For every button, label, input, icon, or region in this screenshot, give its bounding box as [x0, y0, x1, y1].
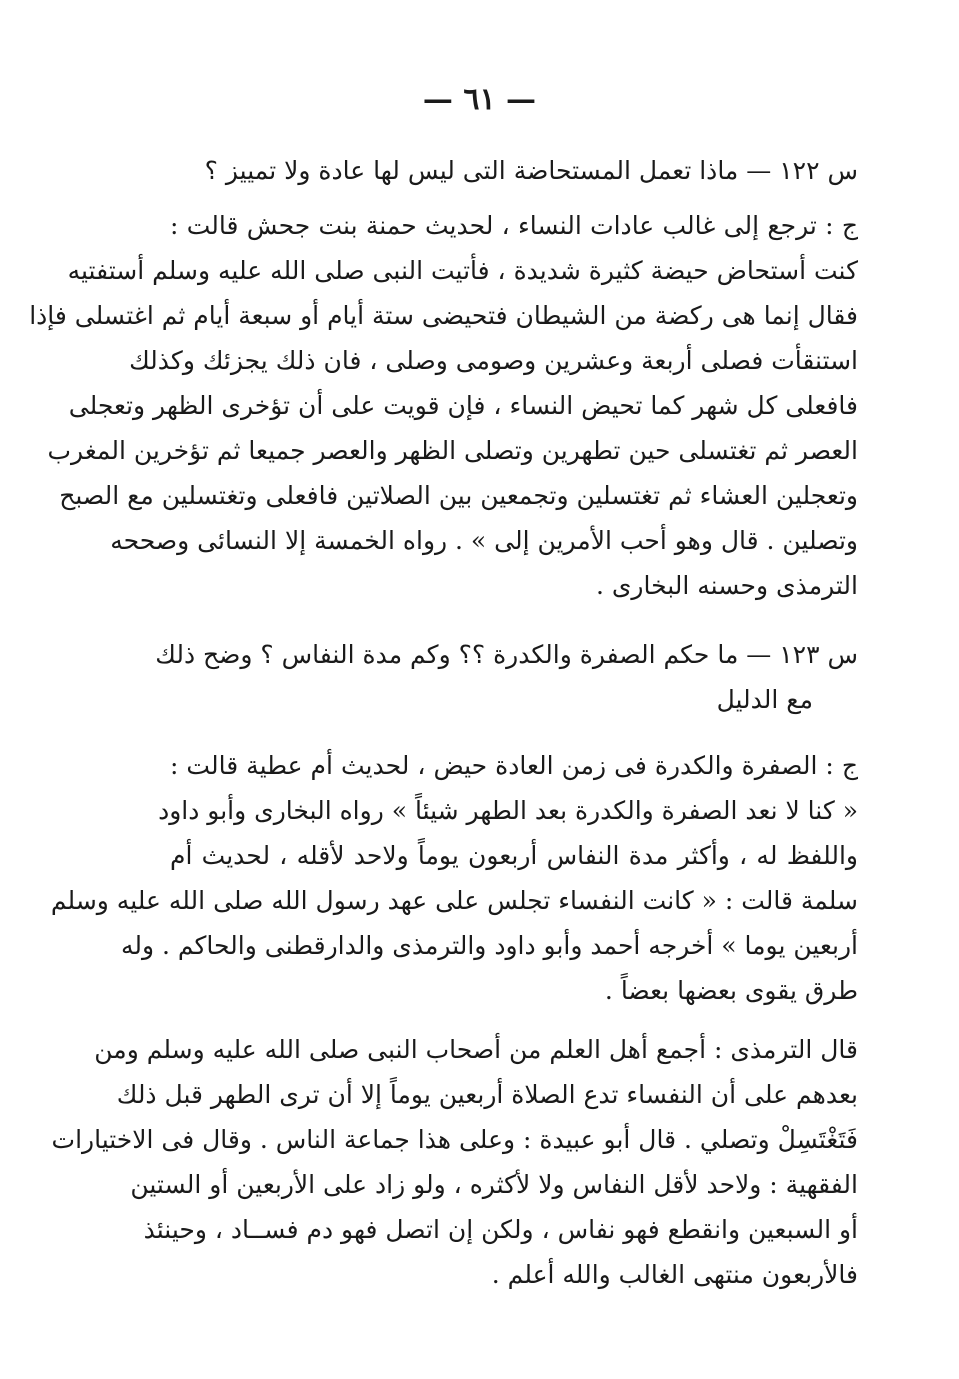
page-number: — ٦١ — — [422, 82, 537, 117]
text-line: فقال إنما هى ركضة من الشيطان فتحيضى ستة أيام أو سبعة أيام ثم اغتسلى فإذا — [29, 301, 858, 330]
text-line: واللفظ له ، وأكثر مدة النفاس أربعون يوماً ولاحد لأقله ، لحديث أم — [170, 841, 858, 870]
text-line: سلمة قالت : « كانت النفساء تجلس على عهد رسول الله صلى الله عليه وسلم — [50, 886, 858, 915]
answer-122 — [29, 203, 858, 608]
text-line: أربعين يوما » أخرجه أحمد وأبو داود والترمذى والدارقطنى والحاكم . وله — [120, 931, 858, 960]
text-line: ج : ترجع إلى غالب عادات النساء ، لحديث حمنة بنت جحش قالت : — [170, 211, 858, 240]
text-line: كنت أستحاض حيضة كثيرة شديدة ، فأتيت النبى صلى الله عليه وسلم أستفتيه — [67, 256, 858, 285]
text-line: العصر ثم تغتسلى حين تطهرين وتصلى الظهر والعصر جميعا ثم تؤخرين المغرب — [47, 436, 858, 465]
text-line: الفقهية : ولاحد لأقل النفاس ولا لأكثره ، ولو زاد على الأربعين أو الستين — [130, 1170, 858, 1199]
text-line: فافعلى كل شهر كما تحيض النساء ، فإن قويت على أن تؤخرى الظهر وتعجلى — [68, 391, 858, 420]
answer-123 — [50, 743, 858, 1013]
text-line: س ١٢٢ — ماذا تعمل المستحاضة التى ليس لها عادة ولا تمييز ؟ — [204, 156, 858, 185]
text-line: الترمذى وحسنه البخارى . — [595, 571, 858, 600]
question-123 — [155, 632, 858, 722]
text-line: قال الترمذى : أجمع أهل العلم من أصحاب النبى صلى الله عليه وسلم ومن — [94, 1035, 858, 1064]
text-line: فَتَغْتَسِلْ وتصلي . قال أبو عبيدة : وعلى هذا جماعة الناس . وقال فى الاختيارات — [51, 1125, 858, 1154]
text-line: وتعجلين العشاء ثم تغتسلين وتجمعين بين الصلاتين فافعلى وتغتسلين مع الصبح — [59, 481, 858, 510]
text-line: وتصلين . قال وهو أحب الأمرين إلى » . رواه الخمسة إلا النسائى وصححه — [110, 526, 858, 555]
text-line: طرق يقوى بعضها بعضاً . — [604, 976, 858, 1005]
text-line: ج : الصفرة والكدرة فى زمن العادة حيض ، لحديث أم عطية قالت : — [170, 751, 858, 780]
question-122 — [170, 148, 858, 193]
text-line: مع الدليل — [716, 685, 813, 714]
text-line: بعدهم على أن النفساء تدع الصلاة أربعين يوماً إلا أن ترى الطهر قبل ذلك — [116, 1080, 858, 1109]
text-line: س ١٢٣ — ما حكم الصفرة والكدرة ؟؟ وكم مدة النفاس ؟ وضح ذلك — [155, 640, 858, 669]
text-line: فالأربعون منتهى الغالب والله أعلم . — [491, 1260, 858, 1289]
text-line: « كنا لا نعد الصفرة والكدرة بعد الطهر شيئاً » رواه البخارى وأبو داود — [158, 796, 858, 825]
text-line: أو السبعين وانقطع فهو نفاس ، ولكن إن اتصل فهو دم فســاد ، وحينئذ — [143, 1215, 858, 1244]
tirmidhi-paragraph — [51, 1027, 858, 1297]
text-line: استنقأت فصلى أربعة وعشرين وصومى وصلى ، فان ذلك يجزئك وكذلك — [129, 346, 858, 375]
